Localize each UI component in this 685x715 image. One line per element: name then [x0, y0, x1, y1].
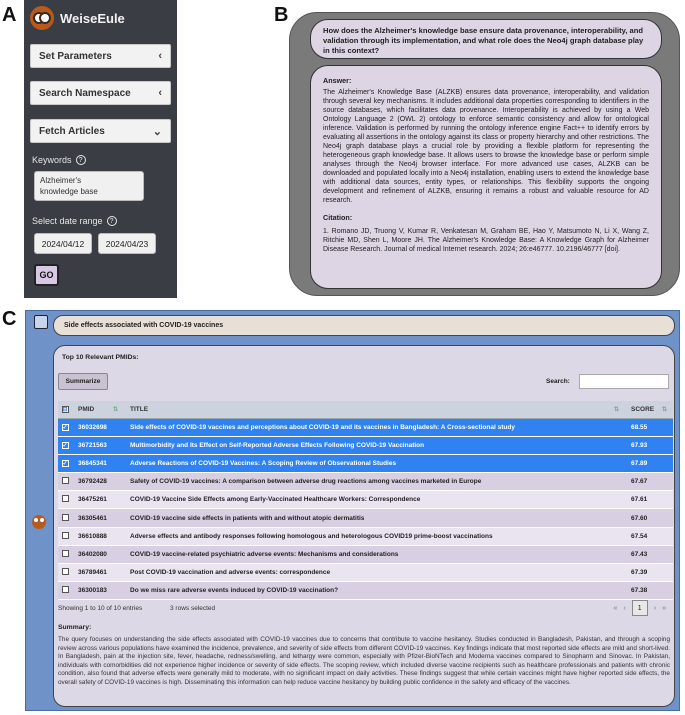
menu-label: Search Namespace	[39, 87, 131, 99]
entries-info: Showing 1 to 10 of 10 entries	[58, 605, 143, 612]
results-box	[53, 345, 675, 707]
pmid-cell: 36789461	[72, 564, 124, 582]
user-icon	[34, 315, 48, 329]
search-namespace-button[interactable]	[30, 81, 171, 105]
sidebar	[24, 0, 177, 298]
set-parameters-button[interactable]	[30, 44, 171, 68]
answer-text: The Alzheimer's Knowledge Base (ALZKB) ensures data provenance, interoperability, and validation through several key mechanisms. It includes additional data properties corresponding to identifiers in the source databases, which facilitates data provenance. Interoperability is achieved by using a Web Ontology Language 2 (OWL 2) ontology to enforce semantic consistency and allow for ontological inference. Validation is performed by running the ontology inference engine Fact++ to identify errors by evaluating all assertions in the ontology against its class or property hierarchy and other restrictions. The Neo4j graph database plays a crucial role by providing a flexible platform for representing the heterogeneous graph knowledge base. It allows users to browse the knowledge base or perform simple analyses through the Neo4j browser interface. For more advanced use cases, ALZKB can be downloaded and populated locally into a Neo4j installation, enabling users to extend the knowledge base with additional data sources, entity types, or relationships. This flexibility supports the ongoing development and refinement of ALZKB, ensuring it remains a robust and valuable resource for AD research.	[323, 89, 649, 204]
answer-heading: Answer:	[323, 76, 352, 85]
chevron-down-icon: ⌄	[152, 125, 162, 138]
title-cell: COVID-19 vaccine side effects in patients with and without atopic dermatitis	[124, 509, 625, 527]
panel-label-c: C	[2, 308, 17, 330]
column-header-pmid[interactable]: PMID ⇅	[72, 401, 124, 418]
next-page-button[interactable]: ›	[653, 604, 657, 612]
row-checkbox[interactable]	[58, 527, 72, 545]
checkbox-icon	[62, 477, 69, 484]
prev-page-button[interactable]: ‹	[623, 604, 626, 612]
score-cell: 67.54	[625, 527, 673, 545]
table-row[interactable]	[58, 564, 673, 582]
date-range-label: Select date range	[32, 216, 103, 226]
chevron-left-icon: ‹	[158, 87, 162, 99]
results-table	[58, 401, 673, 600]
pmid-cell: 36305461	[72, 509, 124, 527]
keywords-input[interactable]: Alzheimer's knowledge base	[34, 171, 144, 201]
chevron-left-icon: ‹	[158, 50, 162, 62]
title-cell: Do we miss rare adverse events induced by COVID-19 vaccination?	[124, 582, 625, 600]
table-row[interactable]	[58, 418, 673, 436]
app-header	[30, 5, 125, 31]
row-checkbox[interactable]	[58, 564, 72, 582]
row-checkbox[interactable]	[58, 509, 72, 527]
pmid-cell: 36721563	[72, 436, 124, 454]
row-checkbox[interactable]	[58, 582, 72, 600]
pmid-cell: 36610888	[72, 527, 124, 545]
row-checkbox[interactable]	[58, 436, 72, 454]
pagination	[614, 600, 667, 616]
column-header-title[interactable]: TITLE ⇅	[124, 401, 625, 418]
pmid-cell: 36032698	[72, 418, 124, 436]
pmid-cell: 36845341	[72, 454, 124, 472]
title-cell: Adverse Reactions of COVID-19 Vaccines: A Scoping Review of Observational Studies	[124, 454, 625, 472]
start-date-input[interactable]: 2024/04/12	[34, 233, 92, 254]
search-label: Search:	[546, 378, 570, 385]
table-row[interactable]	[58, 545, 673, 563]
score-cell: 67.38	[625, 582, 673, 600]
table-row[interactable]	[58, 473, 673, 491]
checkbox-icon	[62, 532, 69, 539]
table-row[interactable]	[58, 491, 673, 509]
row-checkbox[interactable]	[58, 491, 72, 509]
table-row[interactable]	[58, 436, 673, 454]
table-row[interactable]	[58, 454, 673, 472]
question-box: How does the Alzheimer's knowledge base ensure data provenance, interoperability, and validation through its implementation, and what role does the Neo4j graph database play in this context?	[310, 19, 662, 59]
end-date-input[interactable]: 2024/04/23	[98, 233, 156, 254]
pmid-cell: 36475261	[72, 491, 124, 509]
panel-label-b: B	[274, 4, 289, 26]
checkbox-icon: ✓	[62, 424, 68, 431]
pmid-cell: 36300183	[72, 582, 124, 600]
owl-avatar-icon	[32, 515, 46, 529]
citation-text: 1. Romano JD, Truong V, Kumar R, Venkatesan M, Graham BE, Hao Y, Matsumoto N, Li X, Wang Z, Ritchie MD, Shen L, Moore JH. The Alzheimer's Knowledge Base: A Knowledge Graph for Alzheimer Disease Research. Journal of medical Internet research. 2024; 26:e46777. 10.2196/46777 [doi].	[323, 228, 649, 253]
table-body	[58, 418, 673, 600]
answer-box	[310, 65, 662, 289]
summary-text: The query focuses on understanding the side effects associated with COVID-19 vaccines due to concerns that contribute to vaccine hesitancy. Studies conducted in Bangladesh, Pakistan, and through a scoping review across various populations have examined the incidence, prevalence, and severity of side effects from different COVID-19 vaccines. Key findings indicate that most reported side effects are mild and short-lived. In Bangladesh, pain at the injection site, fever, headache, redness/swelling, and lethargy were common, especially with Pfizer-BioNTech and Moderna vaccines compared to Sinopharm and Sinovac. In Pakistan, individuals with comorbidities did not experience higher incidence or severity of side effects. The scoping review, which included diverse vaccine recipients such as healthcare professionals and patients with chronic condition, also found that adverse effects were generally mild to moderate, with no significant impact on daily activities. These findings suggest that while certain vaccines might have higher reported side effects, the overall safety of COVID-19 vaccines is high. Disseminating this information can help reduce vaccine hesitancy by building public confidence in the safety and efficacy of the vaccines.	[58, 636, 670, 686]
title-cell: Side effects of COVID-19 vaccines and perceptions about COVID-19 and its vaccines in Bangladesh: A Cross-sectional study	[124, 418, 625, 436]
score-cell: 68.55	[625, 418, 673, 436]
title-cell: COVID-19 vaccine-related psychiatric adverse events: Mechanisms and considerations	[124, 545, 625, 563]
checkbox-icon: ✓	[62, 442, 68, 449]
panel-label-a: A	[2, 4, 17, 26]
pmid-cell: 36792428	[72, 473, 124, 491]
qa-panel	[289, 12, 680, 296]
row-checkbox[interactable]	[58, 454, 72, 472]
checkbox-icon	[62, 586, 69, 593]
query-bubble: Side effects associated with COVID-19 vaccines	[53, 315, 675, 336]
keywords-label: Keywords	[32, 155, 72, 165]
rows-selected-info: 3 rows selected	[170, 605, 216, 612]
app-name: WeiseEule	[60, 10, 125, 26]
keywords-label-row	[32, 155, 86, 165]
table-row[interactable]	[58, 582, 673, 600]
title-cell: Adverse effects and antibody responses following homologous and heterologous COVID19 prime-boost vaccinations	[124, 527, 625, 545]
table-header-row	[58, 401, 673, 418]
checkbox-icon	[62, 514, 69, 521]
score-cell: 67.60	[625, 509, 673, 527]
checkbox-icon: ✓	[62, 460, 68, 467]
score-cell: 67.93	[625, 436, 673, 454]
title-cell: Safety of COVID-19 vaccines: A comparison between adverse drug reactions among vaccines marketed in Europe	[124, 473, 625, 491]
score-cell: 67.67	[625, 473, 673, 491]
row-checkbox[interactable]	[58, 418, 72, 436]
pmid-cell: 36402080	[72, 545, 124, 563]
score-cell: 67.89	[625, 454, 673, 472]
title-cell: Post COVID-19 vaccination and adverse events: correspondence	[124, 564, 625, 582]
menu-label: Set Parameters	[39, 50, 112, 62]
fetch-articles-button[interactable]	[30, 119, 171, 143]
go-button[interactable]: GO	[34, 264, 59, 286]
search-input[interactable]	[579, 374, 669, 389]
checkbox-icon	[62, 495, 69, 502]
title-cell: Multimorbidity and Its Effect on Self-Reported Adverse Effects Following COVID-19 Vaccination	[124, 436, 625, 454]
checkbox-icon	[62, 550, 69, 557]
top-pmids-heading: Top 10 Relevant PMIDs:	[62, 354, 139, 361]
results-panel	[25, 310, 680, 711]
date-range-label-row	[32, 216, 117, 226]
score-cell: 67.43	[625, 545, 673, 563]
help-icon[interactable]: ?	[107, 216, 117, 226]
checkbox-icon	[62, 568, 69, 575]
first-page-button[interactable]: «	[613, 604, 618, 612]
select-all-checkbox[interactable]: ⊟	[58, 401, 72, 418]
row-checkbox[interactable]	[58, 545, 72, 563]
title-cell: COVID-19 Vaccine Side Effects among Early-Vaccinated Healthcare Workers: Correspondence	[124, 491, 625, 509]
citation-heading: Citation:	[323, 213, 353, 222]
page-1-button[interactable]: 1	[632, 600, 648, 616]
table-row[interactable]	[58, 509, 673, 527]
table-row[interactable]	[58, 527, 673, 545]
score-cell: 67.39	[625, 564, 673, 582]
owl-logo-icon	[30, 6, 54, 30]
row-checkbox[interactable]	[58, 473, 72, 491]
column-header-score[interactable]: SCORE ⇅	[625, 401, 673, 418]
summary-heading: Summary:	[58, 624, 92, 631]
summarize-button[interactable]: Summarize	[58, 373, 108, 390]
menu-label: Fetch Articles	[39, 125, 105, 137]
score-cell: 67.61	[625, 491, 673, 509]
help-icon[interactable]: ?	[76, 155, 86, 165]
last-page-button[interactable]: »	[662, 604, 666, 612]
